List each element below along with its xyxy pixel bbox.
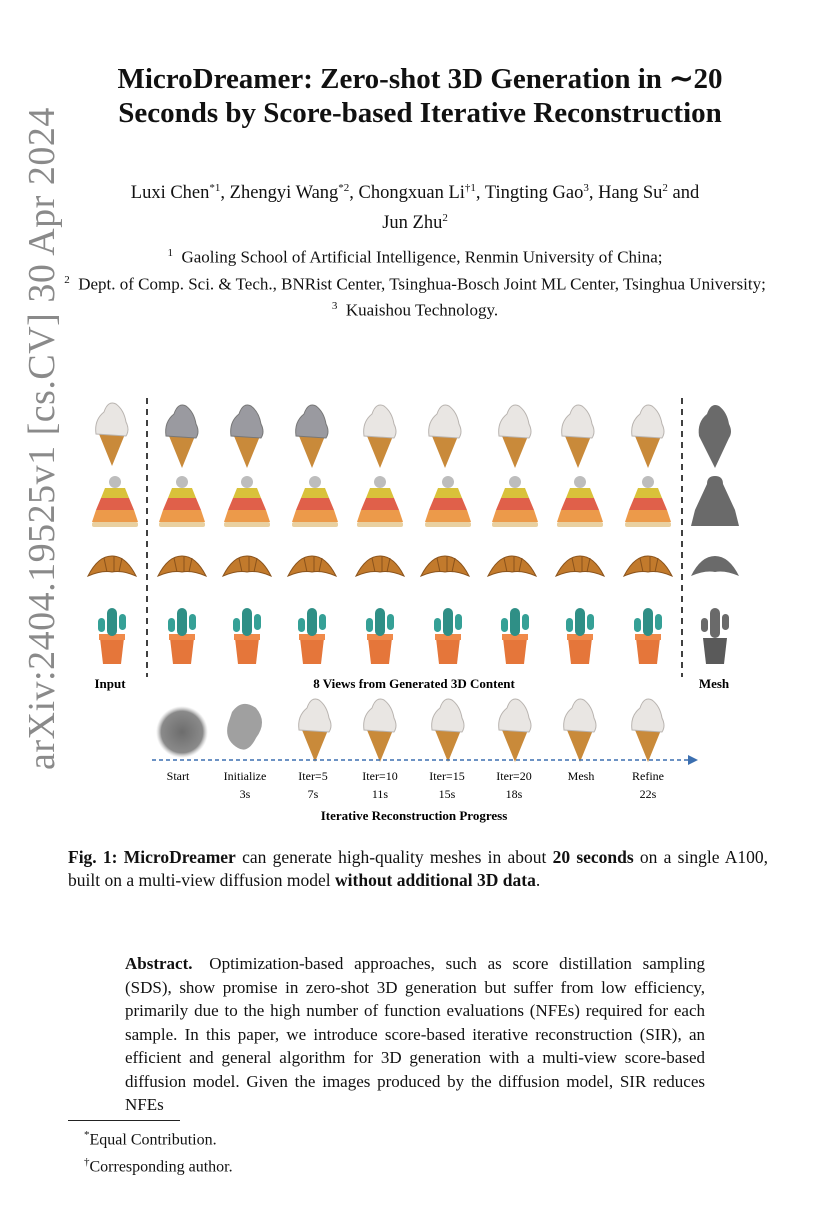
row-beanie-hat [92,476,739,527]
affiliation: $^1$ Gaoling School of Artificial Intelligence, Renmin University of China; [167,247,663,267]
row-croissant [88,556,739,576]
abstract [125,952,705,1117]
step-label: Initialize [223,769,267,783]
label-input: Input [94,676,126,691]
author: Luxi Chen$^{*1}$ [130,182,221,204]
progress-title: Iterative Reconstruction Progress [320,808,508,823]
progress-row [156,699,664,762]
affiliations [60,242,770,322]
label-views: 8 Views from Generated 3D Content [313,676,515,691]
row-cactus-pot [98,608,729,664]
paper-title: MicroDreamer: Zero-shot 3D Generation in ∼20 Seconds by Score-based Iterative Reconstruction [117,63,723,129]
step-label: Iter=10 [362,769,398,783]
step-time: 11s [371,787,389,801]
step-label: Iter=15 [429,769,465,783]
step-time: 22s [639,787,657,801]
step-time: 18s [505,787,523,801]
arxiv-identifier: arXiv:2404.19525v1 [cs.CV] 30 Apr 2024 [21,107,63,770]
step-time: 7s [307,787,319,801]
figure-1 [60,392,780,832]
author: Hang Su$^2$ [598,182,668,204]
step-time: 15s [438,787,456,801]
figure-graphic [60,392,780,832]
step-label: Refine [632,769,664,783]
author-list: Luxi Chen$^{*1}$, Zhengyi Wang$^{*2}$, Chongxuan Li$^{\dagger 1}$, Tingting Gao$^3$, Hang Su$^2$ and Jun Zhu$^2$ [130,182,700,234]
step-label: Iter=20 [496,769,532,783]
footnotes [84,1124,233,1179]
author: Zhengyi Wang$^{*2}$ [229,182,350,204]
step-label: Mesh [567,769,595,783]
label-mesh: Mesh [698,676,730,691]
footnote: *Equal Contribution. [84,1129,217,1149]
figure-caption: Fig. 1: MicroDreamer can generate high-quality meshes in about 20 seconds on a single A100, built on a multi-view diffusion model without additional 3D data. [68,847,768,890]
arrow-head-icon [688,755,698,765]
row-ice-cream [96,403,731,468]
footnote: †Corresponding author. [84,1156,233,1176]
step-label: Start [166,769,190,783]
abstract-label: Abstract. [125,954,193,973]
author: Tingting Gao$^3$ [484,182,589,204]
author: Chongxuan Li$^{\dagger 1}$ [358,182,476,204]
affiliation: $^2$ Dept. of Comp. Sci. & Tech., BNRist Center, Tsinghua-Bosch Joint ML Center, Tsinghua University; [64,273,766,294]
affiliation: $^3$ Kuaishou Technology. [331,300,499,320]
step-time: 3s [239,787,251,801]
author: Jun Zhu$^2$ [382,212,448,234]
footnote-divider [68,1120,180,1121]
abstract-text: Optimization-based approaches, such as score distillation sampling (SDS), show promise in zero-shot 3D generation but suffer from low efficiency, primarily due to the high number of function evaluations (NFEs) required for each sample. In this paper, we introduce score-based iterative reconstruction (SIR), an efficient and general algorithm for 3D generation with a multi-view score-based diffusion model. Given the images produced by the diffusion model, SIR reduces NFEs [125,954,705,1114]
step-label: Iter=5 [298,769,328,783]
